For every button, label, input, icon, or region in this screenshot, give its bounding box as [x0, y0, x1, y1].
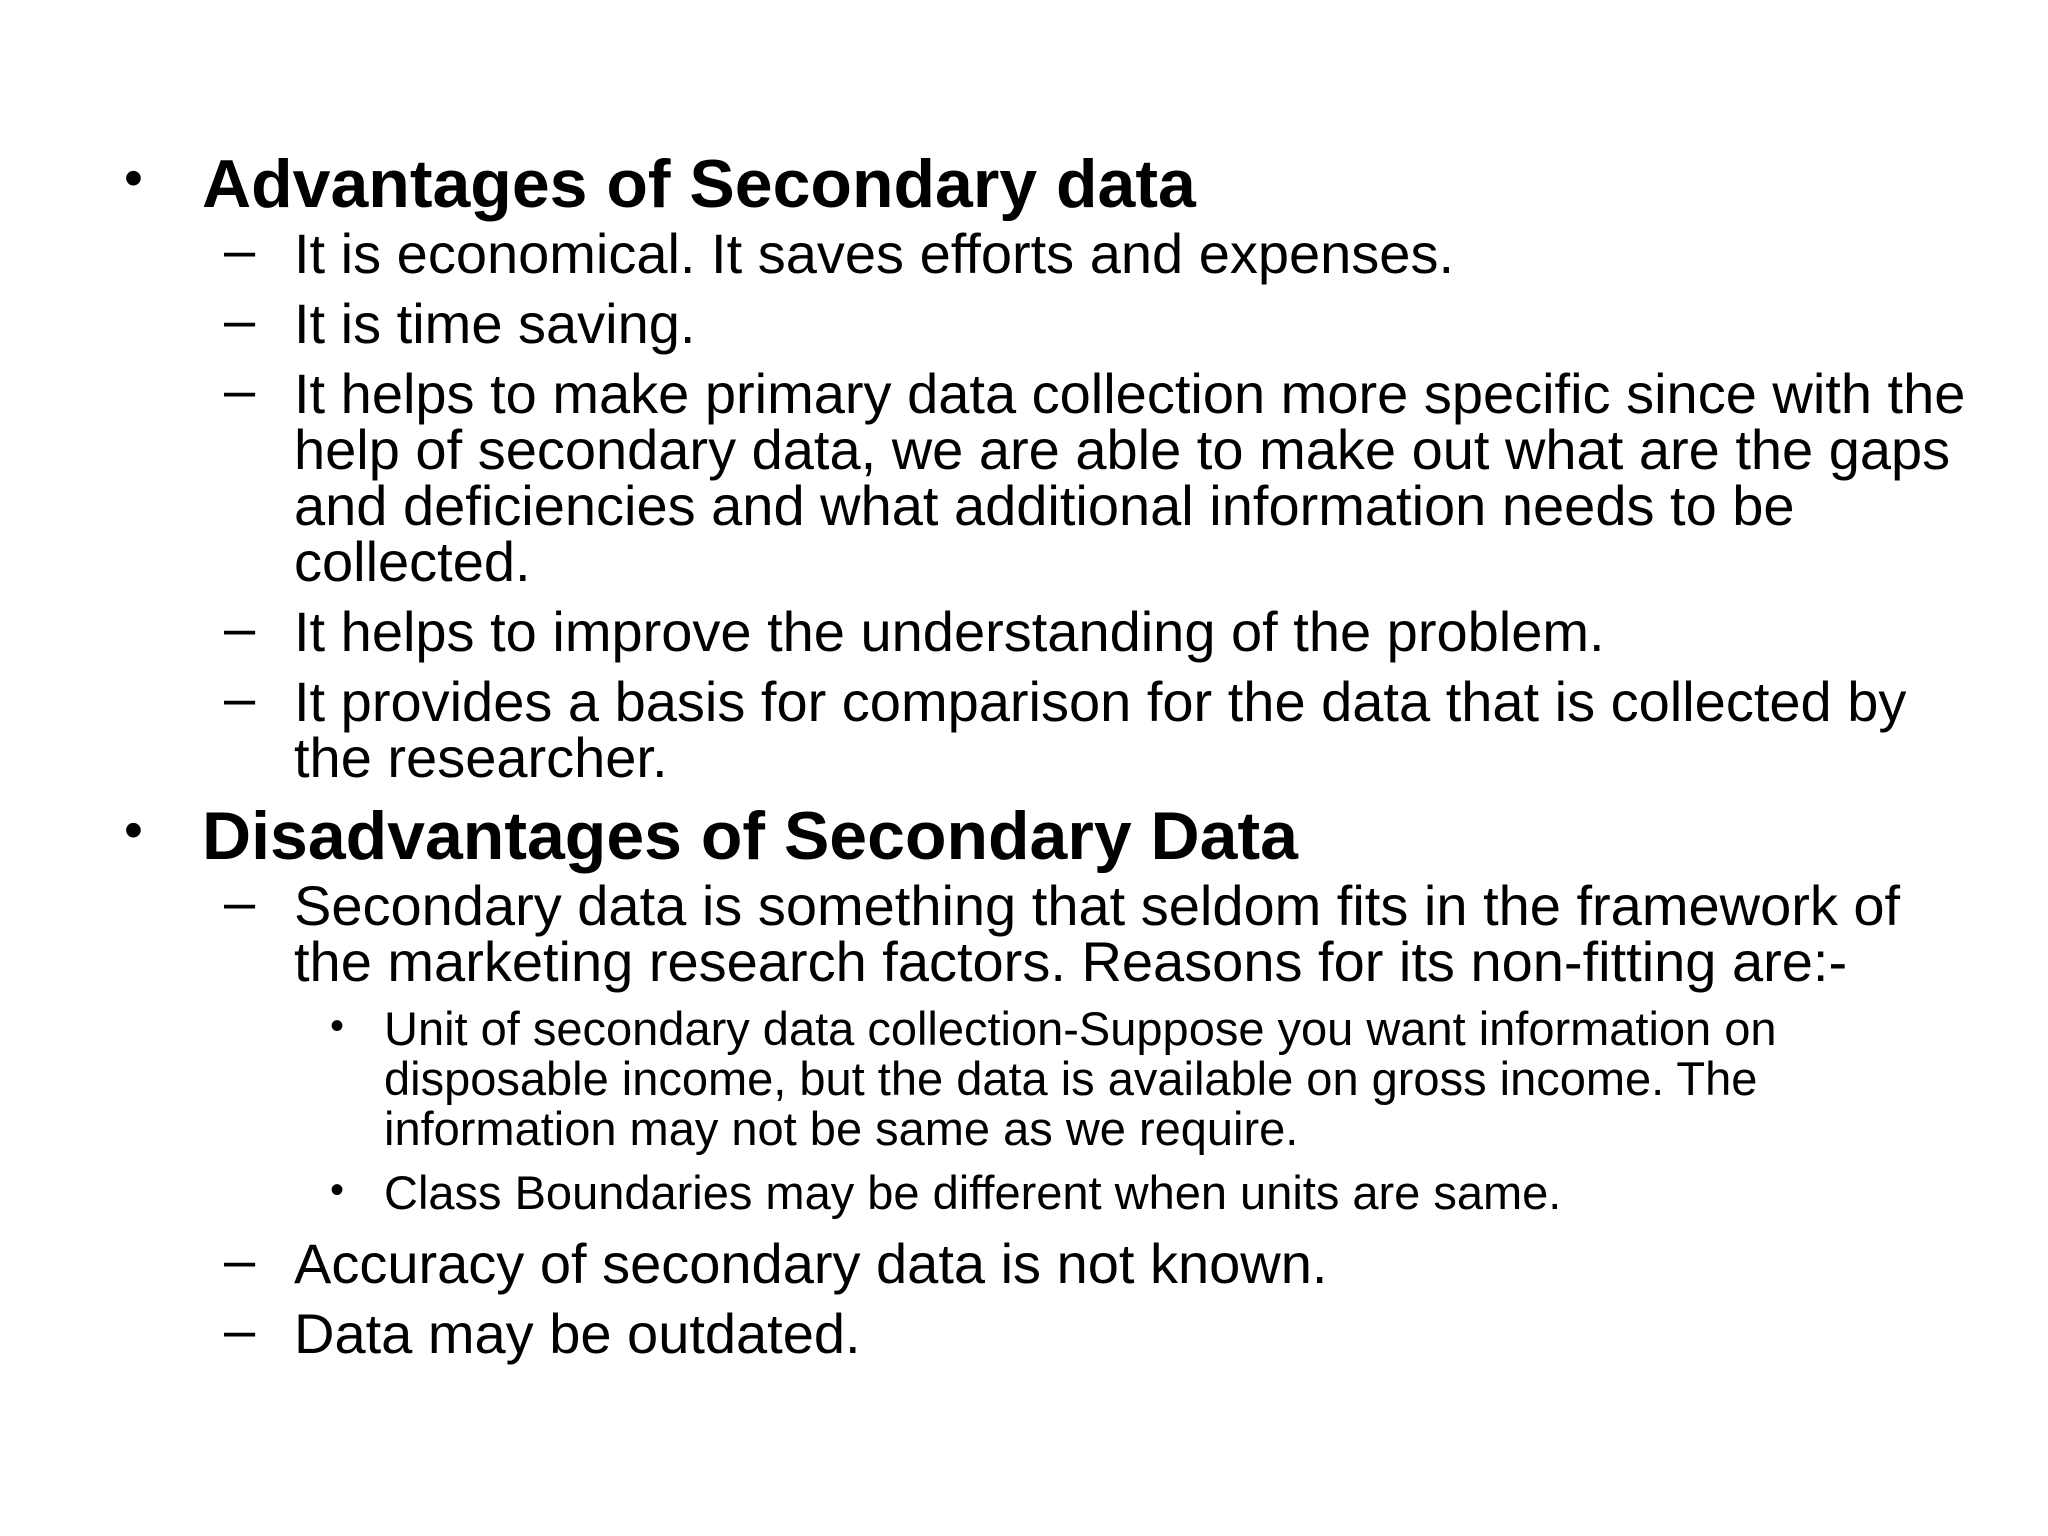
non-fitting-reason-item — [120, 1004, 1980, 1154]
disadvantage-item — [120, 870, 1980, 993]
advantages-section — [120, 146, 1980, 789]
advantage-text: It provides a basis for comparison for the data that is collected by the researcher. — [294, 670, 1907, 789]
advantage-item — [120, 596, 1980, 663]
dash-icon: – — [224, 870, 256, 933]
advantage-text: It helps to improve the understanding of the problem. — [294, 600, 1605, 663]
advantage-text: It is economical. It saves efforts and expenses. — [294, 222, 1455, 285]
bullet-icon: • — [124, 800, 143, 860]
advantages-list — [120, 218, 1980, 789]
dash-icon: – — [224, 666, 256, 729]
advantages-heading-row — [120, 148, 1980, 220]
advantage-text: It helps to make primary data collection more specific since with the help of secondary data, we are able to make out what are the gaps and deficiencies and what additional information needs to be collected. — [294, 362, 1966, 593]
advantage-item — [120, 288, 1980, 355]
non-fitting-reason-text: Unit of secondary data collection-Suppose you want information on disposable income, but the data is available on gross income. The information may not be same as we require. — [384, 1002, 1777, 1155]
advantage-text: It is time saving. — [294, 292, 696, 355]
disadvantage-text: Accuracy of secondary data is not known. — [294, 1232, 1328, 1295]
dash-icon: – — [224, 218, 256, 281]
disadvantages-list — [120, 870, 1980, 1365]
disadvantage-item — [120, 1298, 1980, 1365]
dash-icon: – — [224, 1228, 256, 1291]
disadvantage-text: Secondary data is something that seldom fits in the framework of the marketing research factors. Reasons for its non-fitting are:- — [294, 874, 1901, 993]
disadvantages-section — [120, 798, 1980, 1365]
dash-icon: – — [224, 358, 256, 421]
non-fitting-reason-text: Class Boundaries may be different when units are same. — [384, 1166, 1562, 1219]
dash-icon: – — [224, 1298, 256, 1361]
slide-content — [120, 148, 1980, 1376]
non-fitting-reason-item — [120, 1168, 1980, 1218]
advantages-heading: Advantages of Secondary data — [202, 146, 1196, 222]
dash-icon: – — [224, 288, 256, 351]
disadvantages-heading-row — [120, 800, 1980, 872]
advantage-item — [120, 358, 1980, 593]
advantage-item — [120, 218, 1980, 285]
non-fitting-reasons-list — [120, 1004, 1980, 1218]
dash-icon: – — [224, 596, 256, 659]
disadvantage-text: Data may be outdated. — [294, 1302, 861, 1365]
sub-bullet-icon: • — [330, 1004, 345, 1048]
bullet-icon: • — [124, 148, 143, 208]
disadvantages-heading: Disadvantages of Secondary Data — [202, 798, 1298, 874]
sub-bullet-icon: • — [330, 1168, 345, 1212]
advantage-item — [120, 666, 1980, 789]
disadvantage-item — [120, 1228, 1980, 1295]
